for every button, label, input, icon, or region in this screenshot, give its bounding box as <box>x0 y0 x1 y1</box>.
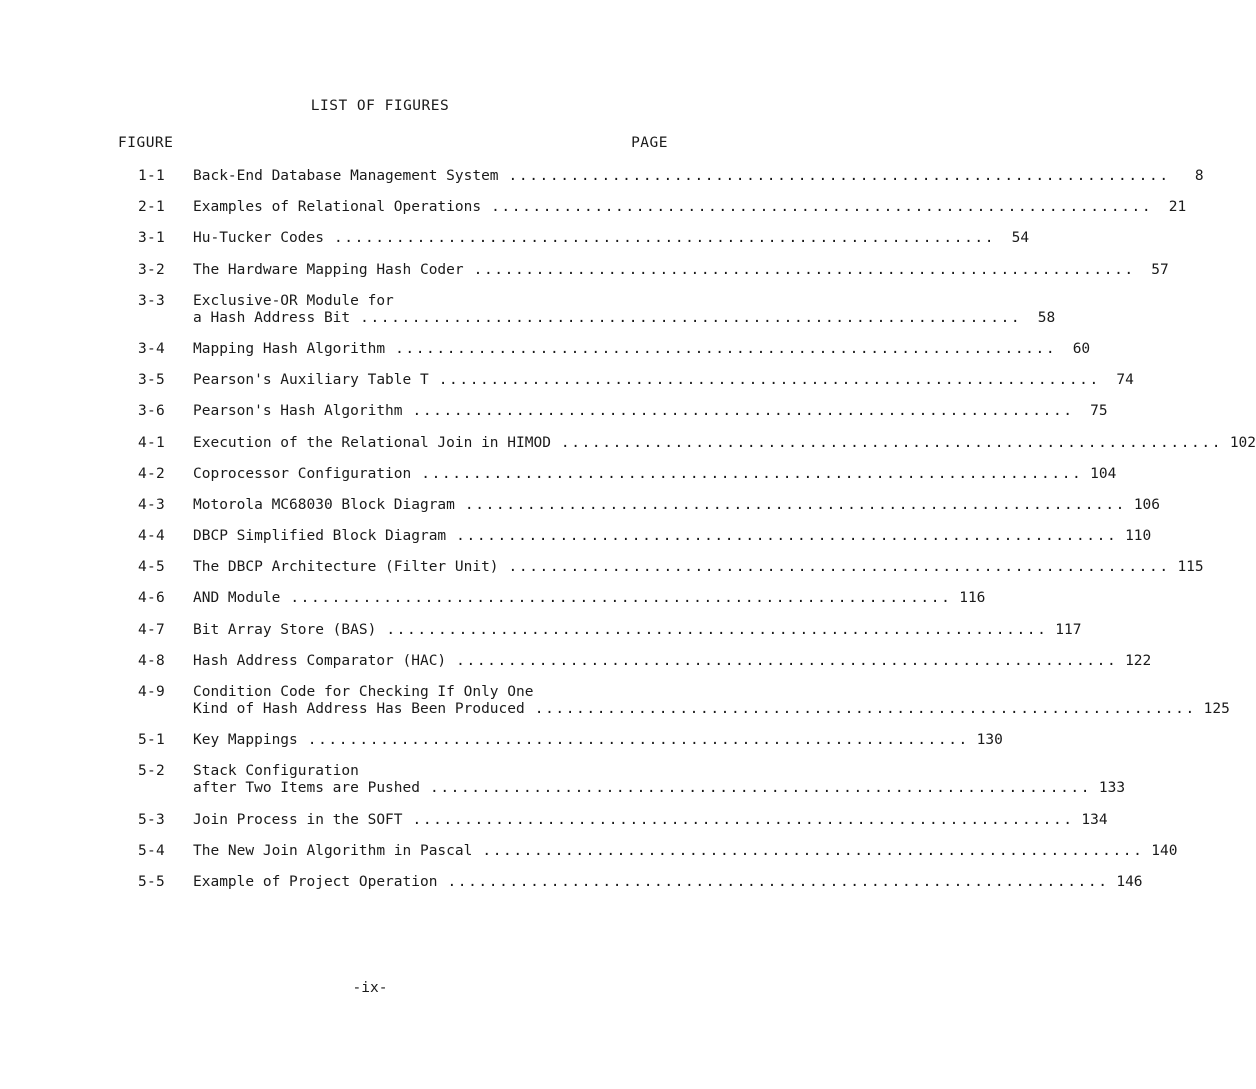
figure-caption-block <box>193 465 1117 483</box>
figure-column-header: FIGURE <box>118 135 174 151</box>
figure-caption-block <box>193 261 1169 279</box>
caption-line <box>193 199 1187 216</box>
figure-caption-block <box>193 811 1108 829</box>
figure-caption-block <box>193 842 1178 860</box>
figure-caption: The Hardware Mapping Hash Coder <box>193 261 464 278</box>
dot-leader: ................................................................ <box>464 496 1127 513</box>
dot-leader: ................................................................ <box>447 873 1109 890</box>
figure-caption-block <box>193 873 1143 891</box>
dot-leader: ................................................................ <box>395 340 1057 357</box>
caption-line <box>193 340 1091 358</box>
figure-number: 5-1 <box>138 732 166 749</box>
figure-entry <box>0 261 1169 279</box>
page-number: 140 <box>1151 842 1178 859</box>
caption-line <box>193 168 1204 185</box>
page-number: 117 <box>1055 621 1082 638</box>
figure-number: 1-1 <box>138 168 166 184</box>
figure-caption: Condition Code for Checking If Only One <box>193 684 534 700</box>
page-number: 102 <box>1229 434 1256 451</box>
figure-caption: Stack Configuration <box>193 763 359 780</box>
dot-leader: ................................................................ <box>482 842 1144 859</box>
figure-entry <box>0 652 1152 670</box>
figure-number: 4-7 <box>138 621 166 638</box>
page-title: LIST OF FIGURES <box>310 98 450 114</box>
dot-leader: ................................................................ <box>421 465 1083 482</box>
figure-caption: after Two Items are Pushed <box>193 780 420 797</box>
page-column-header: PAGE <box>631 135 668 151</box>
figure-list <box>0 168 1256 905</box>
dot-leader: ................................................................ <box>307 732 969 749</box>
figure-number: 5-3 <box>138 811 166 828</box>
page-number: 134 <box>1081 811 1108 828</box>
figure-entry <box>0 199 1187 216</box>
figure-caption-block <box>193 684 1230 718</box>
figure-caption-block <box>193 292 1056 327</box>
figure-number: 2-1 <box>138 199 166 216</box>
figure-caption: Back-End Database Management System <box>193 168 499 184</box>
caption-line <box>193 465 1117 483</box>
figure-caption-block <box>193 732 1003 749</box>
caption-line <box>193 780 1126 797</box>
figure-caption: Pearson's Hash Algorithm <box>193 403 403 420</box>
figure-number: 5-2 <box>138 763 166 780</box>
page-number-footer: -ix- <box>352 980 388 996</box>
caption-line <box>193 763 668 780</box>
dot-leader: ................................................................ <box>438 372 1100 389</box>
figure-number: 4-1 <box>138 434 166 451</box>
figure-caption: Key Mappings <box>193 732 298 749</box>
figure-caption: Bit Array Store (BAS) <box>193 621 377 638</box>
figure-number: 4-8 <box>138 652 166 669</box>
figure-caption-block <box>193 199 1187 216</box>
dot-leader: ................................................................ <box>508 168 1170 184</box>
figure-caption-block <box>193 372 1134 389</box>
figure-caption-block <box>193 496 1161 514</box>
figure-caption: Kind of Hash Address Has Been Produced <box>193 701 525 717</box>
figure-entry <box>0 292 1056 327</box>
page-number: 106 <box>1133 496 1161 513</box>
page-number: 54 <box>1011 230 1030 247</box>
figure-entry <box>0 763 1126 797</box>
caption-line <box>193 652 1152 670</box>
figure-caption: Coprocessor Configuration <box>193 465 412 482</box>
dot-leader: ................................................................ <box>456 528 1118 545</box>
caption-line <box>193 230 1030 247</box>
figure-caption: Execution of the Relational Join in HIMOD <box>193 434 551 451</box>
dot-leader: ................................................................ <box>560 434 1223 451</box>
caption-line <box>193 293 668 310</box>
figure-number: 3-4 <box>138 340 166 357</box>
figure-caption: a Hash Address Bit <box>193 309 351 326</box>
dot-leader: ................................................................ <box>491 199 1153 216</box>
caption-line <box>193 590 986 607</box>
figure-number: 4-3 <box>138 496 166 513</box>
caption-line <box>193 811 1108 829</box>
figure-entry <box>0 842 1178 860</box>
figure-caption-block <box>193 652 1152 670</box>
page-number: 130 <box>976 732 1003 749</box>
figure-number: 3-6 <box>138 403 166 420</box>
figure-caption: Hu-Tucker Codes <box>193 230 324 247</box>
figure-entry <box>0 528 1152 545</box>
figure-entry <box>0 403 1108 420</box>
figure-caption: DBCP Simplified Block Diagram <box>193 528 447 545</box>
caption-line <box>193 403 1108 420</box>
dot-leader: ................................................................ <box>508 559 1170 576</box>
figure-caption: Mapping Hash Algorithm <box>193 340 386 357</box>
dot-leader: ................................................................ <box>386 621 1048 638</box>
figure-number: 4-4 <box>138 528 166 545</box>
figure-entry <box>0 496 1161 514</box>
figure-entry <box>0 434 1256 452</box>
dot-leader: ................................................................ <box>290 590 952 607</box>
figure-entry <box>0 590 986 607</box>
page-number: 110 <box>1125 528 1152 545</box>
figure-caption-block <box>193 621 1082 639</box>
page-number: 74 <box>1116 372 1134 389</box>
figure-caption-block <box>193 590 986 607</box>
figure-number: 4-5 <box>138 559 166 576</box>
caption-line <box>193 559 1204 576</box>
figure-caption-block <box>193 434 1256 452</box>
caption-line <box>193 732 1003 749</box>
figure-entry <box>0 230 1030 247</box>
page-number: 104 <box>1090 465 1117 482</box>
figure-number: 4-6 <box>138 590 166 607</box>
figure-entry <box>0 873 1143 891</box>
figure-number: 5-5 <box>138 873 166 890</box>
figure-caption: Examples of Relational Operations <box>193 199 482 216</box>
caption-line <box>193 261 1169 279</box>
figure-caption-block <box>193 528 1152 545</box>
caption-line <box>193 621 1082 639</box>
dot-leader: ................................................................ <box>333 230 996 247</box>
dot-leader: ................................................................ <box>473 261 1135 278</box>
dot-leader: ................................................................ <box>429 780 1092 797</box>
caption-line <box>193 701 1230 718</box>
figure-caption-block <box>193 230 1030 247</box>
page-number: 146 <box>1116 873 1143 890</box>
caption-line <box>193 842 1178 860</box>
figure-entry <box>0 559 1204 576</box>
figure-caption: The New Join Algorithm in Pascal <box>193 842 473 859</box>
page-number: 125 <box>1203 701 1230 717</box>
dot-leader: ................................................................ <box>412 403 1074 420</box>
figure-number: 3-1 <box>138 230 166 247</box>
dot-leader: ................................................................ <box>360 309 1022 326</box>
figure-entry <box>0 372 1134 389</box>
caption-line <box>193 372 1134 389</box>
figure-entry <box>0 340 1091 358</box>
figure-entry <box>0 621 1082 639</box>
caption-line <box>193 684 668 701</box>
figure-number: 4-9 <box>138 684 166 700</box>
figure-caption-block <box>193 763 1126 797</box>
page-number: 60 <box>1072 340 1091 357</box>
figure-number: 4-2 <box>138 465 166 482</box>
page-number: 122 <box>1125 652 1152 669</box>
caption-line <box>193 496 1161 514</box>
figure-caption-block <box>193 403 1108 420</box>
caption-line <box>193 528 1152 545</box>
caption-line <box>193 309 1056 327</box>
figure-caption: AND Module <box>193 590 281 607</box>
figure-number: 3-5 <box>138 372 166 389</box>
figure-caption: Pearson's Auxiliary Table T <box>193 372 429 389</box>
figure-number: 3-2 <box>138 261 166 278</box>
figure-caption: The DBCP Architecture (Filter Unit) <box>193 559 499 576</box>
figure-caption: Hash Address Comparator (HAC) <box>193 652 447 669</box>
figure-caption: Exclusive-OR Module for <box>193 292 394 309</box>
figure-entry <box>0 168 1204 185</box>
figure-number: 5-4 <box>138 842 166 859</box>
page-number: 115 <box>1177 559 1204 576</box>
figure-caption: Join Process in the SOFT <box>193 811 403 828</box>
dot-leader: ................................................................ <box>534 701 1196 717</box>
page-number: 8 <box>1194 168 1204 184</box>
figure-caption-block <box>193 340 1091 358</box>
figure-entry <box>0 465 1117 483</box>
figure-number: 3-3 <box>138 292 166 309</box>
figure-entry <box>0 684 1230 718</box>
dot-leader: ................................................................ <box>456 652 1118 669</box>
figure-caption-block <box>193 559 1204 576</box>
figure-entry <box>0 811 1108 829</box>
figure-caption-block <box>193 168 1204 185</box>
page-number: 133 <box>1098 780 1126 797</box>
page-number: 75 <box>1090 403 1108 420</box>
caption-line <box>193 434 1256 452</box>
page-number: 58 <box>1037 309 1056 326</box>
figure-caption: Motorola MC68030 Block Diagram <box>193 496 455 513</box>
dot-leader: ................................................................ <box>412 811 1074 828</box>
page-number: 116 <box>959 590 986 607</box>
figure-caption: Example of Project Operation <box>193 873 438 890</box>
page-number: 57 <box>1151 261 1169 278</box>
page-number: 21 <box>1168 199 1187 216</box>
figure-entry <box>0 732 1003 749</box>
caption-line <box>193 873 1143 891</box>
